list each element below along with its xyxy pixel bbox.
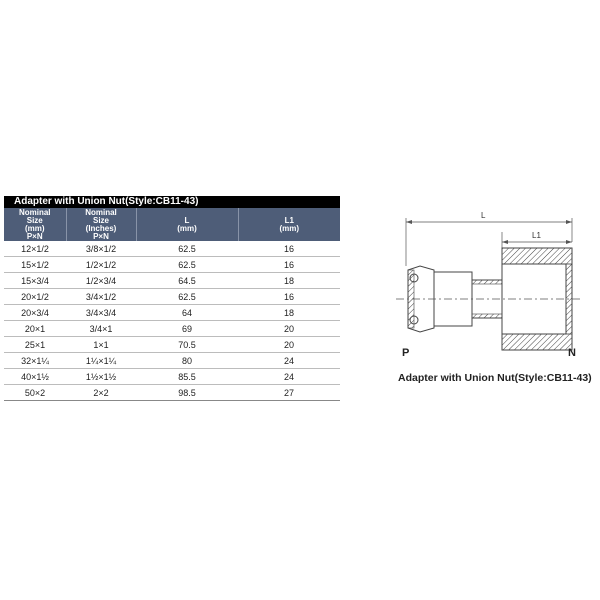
table-cell: 98.5	[136, 385, 238, 401]
column-header-line: P×N	[26, 231, 43, 241]
table-cell: 80	[136, 353, 238, 369]
column-header	[4, 208, 66, 241]
table-cell: 1½×1½	[66, 369, 136, 385]
table-cell: 24	[238, 353, 340, 369]
table-row	[4, 321, 340, 337]
table-cell: 16	[238, 257, 340, 273]
column-header	[66, 208, 136, 241]
table-cell: 3/4×1	[66, 321, 136, 337]
table-cell: 62.5	[136, 241, 238, 257]
header-row	[4, 208, 340, 241]
column-header-line: (mm)	[279, 223, 300, 233]
table-cell: 64	[136, 305, 238, 321]
column-header-line: Nominal	[18, 207, 51, 217]
column-header-line: P×N	[93, 231, 109, 241]
table-cell: 20×3/4	[4, 305, 66, 321]
table-cell: 2×2	[66, 385, 136, 401]
dimension-l-label: L	[481, 211, 486, 220]
table-cell: 1×1	[66, 337, 136, 353]
table-row	[4, 257, 340, 273]
table-cell: 20	[238, 337, 340, 353]
table-cell: 1/2×1/2	[66, 257, 136, 273]
table-cell: 12×1/2	[4, 241, 66, 257]
table-cell: 27	[238, 385, 340, 401]
adapter-drawing	[392, 206, 588, 364]
dimension-l1-label: L1	[532, 231, 541, 240]
table-cell: 1/2×3/4	[66, 273, 136, 289]
table-cell: 18	[238, 305, 340, 321]
column-header-line: Size	[92, 215, 109, 225]
table-cell: 20×1	[4, 321, 66, 337]
table-cell: 62.5	[136, 257, 238, 273]
table-cell: 15×3/4	[4, 273, 66, 289]
table-body	[4, 241, 340, 401]
table-row	[4, 353, 340, 369]
table-cell: 25×1	[4, 337, 66, 353]
table-title: Adapter with Union Nut(Style:CB11-43)	[4, 196, 340, 208]
column-header	[238, 208, 340, 241]
table-cell: 70.5	[136, 337, 238, 353]
table-cell: 18	[238, 273, 340, 289]
table-cell: 40×1½	[4, 369, 66, 385]
table-row	[4, 305, 340, 321]
column-header-line: (mm)	[177, 223, 197, 233]
table-row	[4, 273, 340, 289]
end-label-n: N	[568, 347, 576, 359]
table-cell: 20	[238, 321, 340, 337]
drawing-caption: Adapter with Union Nut(Style:CB11-43)	[398, 372, 592, 384]
table-cell: 64.5	[136, 273, 238, 289]
table-cell: 15×1/2	[4, 257, 66, 273]
spec-table-block	[4, 196, 340, 401]
table-cell: 3/4×3/4	[66, 305, 136, 321]
spec-table	[4, 208, 340, 401]
column-header-line: (mm)	[24, 223, 45, 233]
table-cell: 32×1¼	[4, 353, 66, 369]
column-header-line: Nominal	[85, 207, 117, 217]
table-cell: 24	[238, 369, 340, 385]
column-header-line: L	[184, 215, 190, 225]
column-header-line: Size	[26, 215, 43, 225]
table-cell: 1¼×1¼	[66, 353, 136, 369]
table-cell: 20×1/2	[4, 289, 66, 305]
table-row	[4, 337, 340, 353]
column-header-line: (Inches)	[85, 223, 117, 233]
table-cell: 50×2	[4, 385, 66, 401]
table-row	[4, 385, 340, 401]
table-cell: 69	[136, 321, 238, 337]
column-header	[136, 208, 238, 241]
table-cell: 85.5	[136, 369, 238, 385]
table-cell: 3/4×1/2	[66, 289, 136, 305]
table-row	[4, 289, 340, 305]
end-label-p: P	[402, 347, 410, 359]
table-row	[4, 241, 340, 257]
table-row	[4, 369, 340, 385]
table-cell: 62.5	[136, 289, 238, 305]
column-header-line: L1	[284, 215, 294, 225]
table-cell: 3/8×1/2	[66, 241, 136, 257]
table-cell: 16	[238, 241, 340, 257]
table-cell: 16	[238, 289, 340, 305]
